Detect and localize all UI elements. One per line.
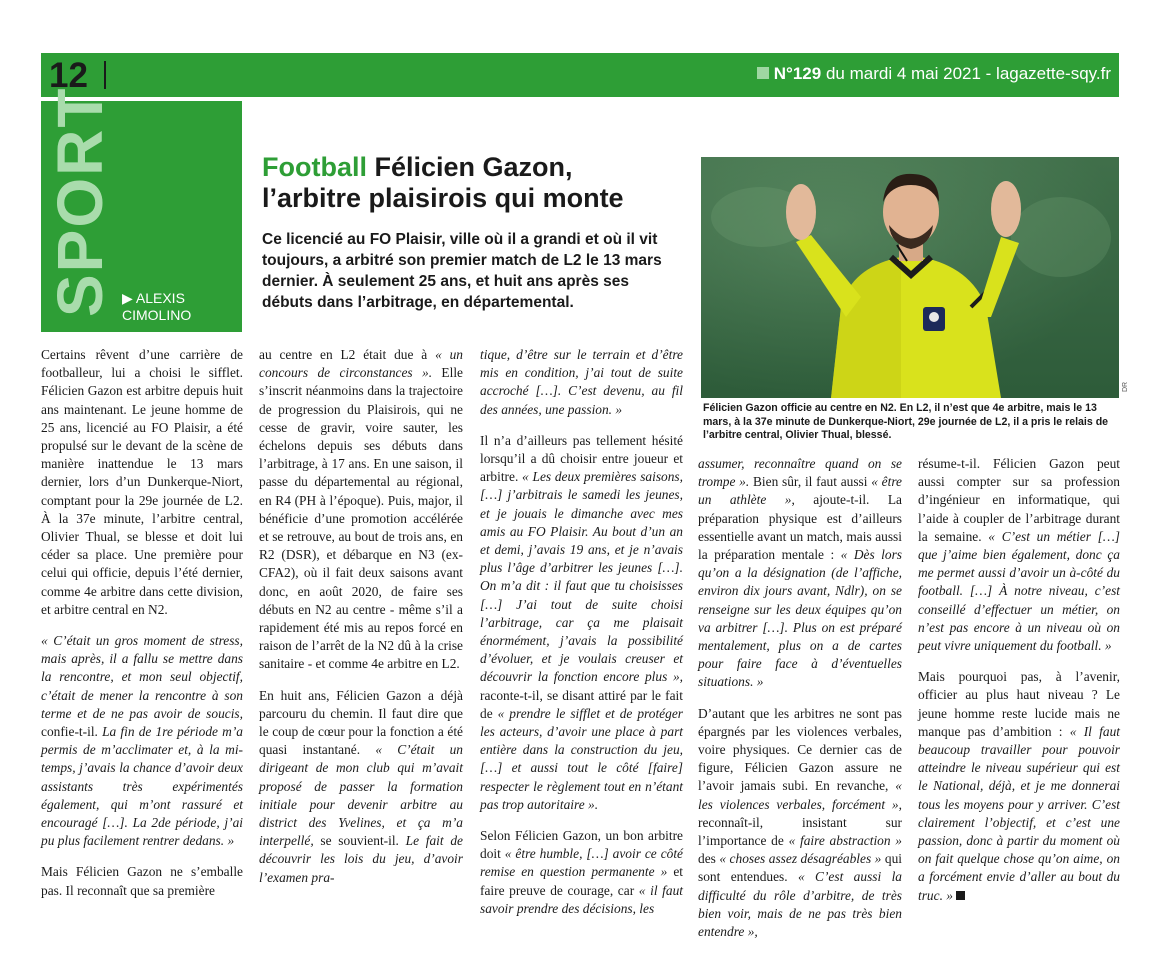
quote: tique, d’être sur le terrain et d’être mis en condition, j’ai tout de suite accroché […]. C’est devenu, au fil des années, une passion. » [480, 347, 683, 417]
quote: « prendre le sifflet et de protéger les acteurs, d’avoir une place à part entière dans la construction du jeu, […] et aussi tout le côté [faire] respecter le règlement tout en n’étant pas trop autoritaire ». [480, 705, 683, 812]
headline-kicker: Football [262, 152, 367, 182]
text: confie-t-il. [41, 724, 103, 740]
text: , reconnaît-il, insistant sur l’importance de [698, 796, 902, 849]
quote: « un concours de circonstances ». [259, 347, 463, 381]
text: D’autant que les arbitres ne sont pas épargnés par les violences verbales, voire physiques. Ce dernier cas de figure, Félicien Gazon assure ne l’avoir jamais subi. En revanche, [698, 705, 902, 794]
article-photo [701, 157, 1119, 398]
photo-caption: Félicien Gazon officie au centre en N2. En L2, il n’est que 4e arbitre, mais le 13 mars, à la 37e minute de Dunkerque-Niort, 29e journée de L2, il a pris le relais de l’arbitre central, Olivier Thual, blessé. [703, 402, 1109, 441]
text: au centre en L2 était due à [259, 347, 436, 362]
text: et faire preuve de courage, car [480, 864, 683, 898]
end-square-icon [956, 891, 965, 900]
page-number: 12 [49, 56, 88, 95]
text: En huit ans, Félicien Gazon a déjà parcouru du chemin. Il faut dire que le coup de cœur pour la fonction a été quasi instantané. [259, 687, 463, 758]
quote: « être un athlète » [698, 474, 902, 508]
text: qui sont entendues. [698, 851, 903, 885]
text: Il n’a d’ailleurs pas tellement hésité lorsqu’il a dû choisir entre joueur et arbitre. [480, 432, 683, 485]
paragraph [480, 346, 683, 419]
paragraph: Mais Félicien Gazon ne s’emballe pas. Il reconnaît que sa première [41, 864, 243, 898]
quote: assumer, reconnaître quand on se trompe ». [698, 456, 902, 490]
square-icon [757, 67, 769, 79]
paragraph [698, 455, 902, 692]
quote: « choses assez désagréables » [719, 851, 882, 867]
author-line-1: ▶ ALEXIS [122, 290, 185, 306]
paragraph [259, 687, 463, 887]
paragraph [480, 827, 683, 918]
text: se souvient-il. [313, 833, 406, 849]
paragraph [259, 346, 463, 674]
paragraph [918, 668, 1120, 905]
quote: « il faut savoir prendre des décisions, les [480, 882, 683, 916]
quote: « C’est aussi la difficulté du rôle d’arbitre, de très bien voir, mais de ne pas très bien entendre », [698, 869, 902, 940]
text: Mais pourquoi pas, à l’avenir, officier au plus haut niveau ? Le jeune homme reste lucide mais ne manque pas d’ambition : [918, 669, 1120, 739]
section-label: SPORT [44, 86, 116, 317]
quote: « C’était un gros moment de stress, mais après, il a fallu se mettre dans la rencontre, et mon seul objectif, c’était de mener la rencontre à son terme et de ne pas avoir de soucis, [41, 633, 243, 721]
text: Elle s’inscrit néanmoins dans la trajectoire de progression du Plaisirois, qui ne cesse de gravir, voire sauter, les échelons depuis ses débuts dans l’arbitrage, à 17 ans. En une saison, il passe du départemental au régional, en R4 (PH à l’époque). Puis, major, il bénéficie d’une promotion accélérée et se retrouve, au bout de trois ans, en R2 (DSR), et débarque en N3 (ex-CFA2), où il fait deux saisons avant donc, en août 2020, de faire ses débuts en N2 au centre - même s’il a rapidement été mis au repos forcé en raison de l’arrêt de la N2 dû à la crise sanitaire - et comme 4e arbitre en L2. [259, 365, 463, 672]
text: résume-t-il. Félicien Gazon peut aussi compter sur sa profession d’ingénieur en informatique, qui l’aide à coupler de l’arbitrage durant la semaine. [918, 456, 1120, 544]
quote: « C’est un métier […] que j’aime bien également, donc ça me permet aussi d’avoir un à-côté du football. […] À notre niveau, c’est conseillé d’effectuer un métier, on n’est pas encore à un niveau où on peut vivre uniquement du football. » [918, 528, 1120, 654]
headline-title-line-2: l’arbitre plaisirois qui monte [262, 183, 624, 213]
paragraph [480, 432, 683, 814]
issue-number: N°129 [773, 64, 822, 83]
article-column-5 [918, 455, 1120, 918]
photo-credit: DR [1122, 381, 1129, 392]
quote: « faire abstraction » [788, 833, 903, 849]
article-column-1 [41, 346, 243, 913]
article-headline [262, 152, 682, 214]
quote: La fin de 1re période m’a permis de m’acclimater et, à la mi-temps, j’avais la chance d’avoir deux assistants très expérimentés également, qui m’ont rassuré et encouragé […]. La 2de période, j’ai pu plus facilement rentrer dedans. » [41, 724, 243, 849]
issue-info [757, 64, 1111, 84]
quote: « les violences verbales, forcément » [698, 778, 902, 812]
page-header-bar [41, 53, 1119, 97]
article-column-3 [480, 346, 683, 931]
text: raconte-t-il, se disant attiré par le fait de [480, 687, 683, 721]
quote: Le fait de découvrir les lois du jeu, d’avoir l’examen pra- [259, 833, 463, 885]
text: Selon Félicien Gazon, un bon arbitre doit [480, 828, 683, 862]
header-divider [104, 61, 106, 89]
text: Bien sûr, il faut aussi [749, 474, 872, 490]
quote: « être humble, […] avoir ce côté remise en question permanente » [480, 846, 683, 880]
author-byline [122, 290, 191, 324]
paragraph [698, 705, 902, 942]
author-line-2: CIMOLINO [122, 307, 192, 323]
paragraph [918, 455, 1120, 655]
quote: « Dès lors qu’on a la désignation (de l’affiche, environ dix jours avant, Ndlr), on se renseigne sur les deux équipes qu’on va arbitrer […]. Plus on est préparé mentalement, plus on a de cartes pour faire face à d’éventuelles situations. » [698, 547, 902, 690]
text: des [698, 851, 720, 867]
article-standfirst: Ce licencié au FO Plaisir, ville où il a grandi et où il vit toujours, a arbitré son premier match de L2 le 13 mars dernier. À seulement 25 ans, et huit ans après ses débuts dans l’arbitrage, en départemental. [262, 231, 662, 311]
issue-date-site: du mardi 4 mai 2021 - lagazette-sqy.fr [821, 64, 1111, 83]
quote: « Les deux premières saisons, […] j’arbitrais le samedi les jeunes, et je jouais le dimanche avec mes amis au FO Plaisir. Au bout d’un an et demi, j’avais 19 ans, et je n’avais plus l’âge d’arbitrer les jeunes […]. On m’a dit : il faut que tu choisisses […] J’ai tout de suite choisi l’arbitrage, car ça me plaisait énormément, j’avais la possibilité d’évoluer, et je voulais creuser et découvrir la fonction encore plus », [480, 469, 683, 685]
article-column-2 [259, 346, 463, 900]
article-column-4 [698, 455, 902, 954]
quote: « Il faut beaucoup travailler pour pouvoir atteindre le niveau supérieur qui est le National, déjà, et je me donnerai tous les moyens pour y arriver. C’est clairement l’objectif, et c’est une passion, donc à partir du moment où on fait quelque chose qu’on aime, on a forcément envie d’aller au bout du truc. » [918, 723, 1120, 903]
section-box [41, 86, 242, 332]
text: , ajoute-t-il. La préparation physique est d’ailleurs essentielle avant un match, mais aussi la préparation mentale : [698, 492, 902, 563]
paragraph [41, 632, 243, 850]
referee-photo-illustration [701, 157, 1119, 398]
quote: « C’était un dirigeant de mon club qui m’avait proposé de passer la formation initiale pour devenir arbitre au district des Yvelines, et ça m’a interpellé, [259, 742, 463, 849]
paragraph: Certains rêvent d’une carrière de footballeur, lui a choisi le sifflet. Félicien Gazon est arbitre depuis huit ans maintenant. Le jeune homme de 25 ans, licencié au FO Plaisir, a été propulsé sur le devant de la scène de manière inattendue le 13 mars dernier, lors d’un Dunkerque-Niort, comptant pour la 29e journée de L2. À la 37e minute, l’arbitre central, Olivier Thual, se blesse et doit lui céder sa place. Une première pour celui qui officie, depuis l’été dernier, comme 4e arbitre dans cette division, et arbitre central en N2. [41, 347, 243, 617]
headline-title-line-1: Félicien Gazon, [366, 152, 573, 182]
